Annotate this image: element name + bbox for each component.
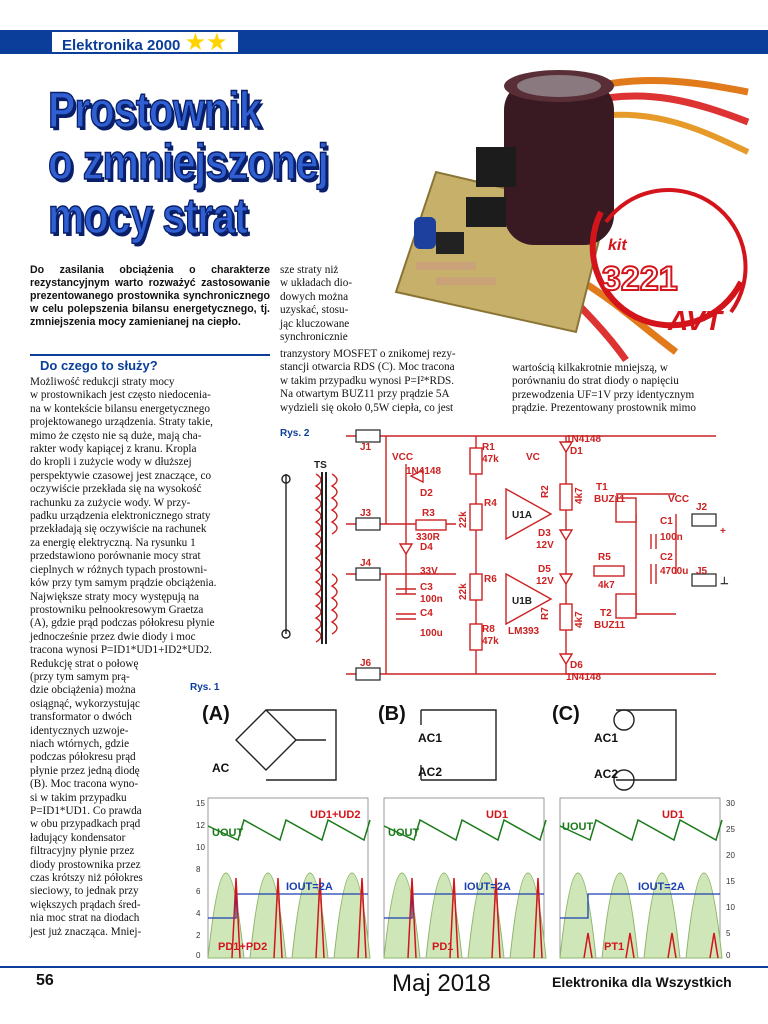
- text-line: tracona wynosi P=ID1*UD1+ID2*UD2.: [30, 644, 212, 657]
- iout-label: IOUT=2A: [286, 881, 333, 893]
- part-label: 4700u: [660, 566, 689, 577]
- text-line: dzie obciążenia) można: [30, 684, 136, 697]
- part-label: D1: [570, 446, 583, 457]
- text-line: w prostownikach jest często niedocenia-: [30, 389, 211, 402]
- axis-tick: 12: [196, 821, 205, 830]
- text-line: większych prądach śred-: [30, 898, 141, 911]
- text-line: oczywiście przekłada się na wysokość: [30, 483, 202, 496]
- text-line: (przy tym samym prą-: [30, 670, 130, 683]
- text-line: przedstawiono porównanie mocy strat: [30, 550, 201, 563]
- text-line: do kropli i zużycie wody w dłuższej: [30, 456, 192, 469]
- text-line: Możliwość redukcji straty mocy: [30, 376, 175, 388]
- part-label: U1A: [512, 510, 533, 521]
- kit-badge: [593, 190, 746, 336]
- part-label: +: [720, 526, 726, 537]
- text-line: niach wtórnych, gdzie: [30, 737, 130, 750]
- part-label: BUZ11: [594, 620, 626, 631]
- text-line: rakter wody kapiącej z kranu. Kropla: [30, 443, 197, 456]
- ud-label: UD1: [662, 809, 685, 821]
- p-label: PD1+PD2: [218, 941, 268, 953]
- text-line: czas krótszy niż półokres: [30, 872, 143, 885]
- header-label: [52, 28, 238, 56]
- part-label: J6: [360, 658, 372, 669]
- text-line: tranzystory MOSFET o znikomej rezy-: [280, 348, 456, 360]
- text-line: diody prostownika przez: [30, 858, 141, 871]
- text-line: przewodzenia UF=1V przy identycznym: [512, 388, 695, 401]
- text-line: za energię elektryczną. Na rysunku 1: [30, 536, 196, 549]
- axis-tick: 15: [196, 799, 205, 808]
- part-label: D4: [420, 542, 433, 553]
- text-line: przekładają się oczywiście na rachunek: [30, 523, 207, 536]
- text-line: rachunku za zużycie wody. W przy-: [30, 496, 191, 509]
- ac2-label: AC2: [418, 765, 443, 779]
- part-label: 100u: [420, 628, 443, 639]
- text-line: podczas półokresu prąd: [30, 751, 136, 764]
- text-line: (A), gdzie prąd podczas półokresu płynie: [30, 617, 215, 630]
- text-line: na w kontekście bilansu energetycznego: [30, 402, 210, 415]
- panel-label-b: (B): [378, 703, 406, 725]
- section-heading: Do czego to służy?: [40, 358, 158, 373]
- footer-rule: [0, 966, 768, 968]
- axis-tick: 4: [196, 909, 201, 918]
- badge-brand: AVT: [668, 305, 722, 336]
- part-label: R4: [484, 498, 497, 509]
- part-label: J3: [360, 508, 372, 519]
- lead-paragraph: Do zasilania obciążenia o charakterze rezystancyjnym warto rozważyć zastosowanie prezentowanego prostownika synchronicznego w celu polepszenia bilansu energetycznego, tj. zmniejszenia mocy zamienianej na ciepło.: [30, 264, 270, 328]
- part-label: 4k7: [598, 580, 615, 591]
- text-line: P=ID1*UD1. Co prawda: [30, 805, 142, 817]
- uout-label: UOUT: [562, 821, 594, 833]
- text-line: sze straty niż: [280, 264, 339, 276]
- part-label: D6: [570, 660, 583, 671]
- part-label: R8: [482, 624, 495, 635]
- issue-date: Maj 2018: [392, 970, 491, 997]
- text-line: stancji otwarcia RDS (C). Moc tracona: [280, 361, 455, 374]
- axis-tick: 10: [196, 843, 205, 852]
- text-line: synchronicznie: [280, 331, 348, 344]
- part-label: R5: [598, 552, 611, 563]
- part-label: R3: [422, 508, 435, 519]
- text-line: ków przy tym samym prądzie obciążenia.: [30, 577, 217, 590]
- part-label: D5: [538, 564, 551, 575]
- part-label: D3: [538, 528, 551, 539]
- ac1-label: AC1: [418, 731, 443, 745]
- axis-tick: 2: [196, 931, 201, 940]
- iout-label: IOUT=2A: [638, 881, 685, 893]
- ac-label: AC: [212, 761, 230, 775]
- ud-label: UD1: [486, 809, 509, 821]
- panel-label-c: (C): [552, 703, 580, 725]
- magazine-name: Elektronika 2000: [62, 37, 181, 54]
- part-label: C4: [420, 608, 433, 619]
- text-line: porównaniu do strat diody o napięciu: [512, 375, 679, 388]
- text-line: osiągnąć, wykorzystując: [30, 697, 140, 710]
- ac1-label: AC1: [594, 731, 619, 745]
- axis-tick: 30: [726, 799, 735, 808]
- text-line: projektowanego urządzenia. Straty takie,: [30, 416, 213, 429]
- part-label: 100n: [660, 532, 683, 543]
- part-label: R6: [484, 574, 497, 585]
- part-label: C2: [660, 552, 673, 563]
- p-label: PT1: [604, 941, 625, 953]
- col2-top: [280, 264, 370, 344]
- uout-label: UOUT: [388, 827, 420, 839]
- figure1-label: Rys. 1: [190, 682, 220, 693]
- part-label: 1N4148: [566, 434, 602, 445]
- axis-tick: 25: [726, 825, 735, 834]
- title-line-3: mocy strat: [48, 188, 248, 244]
- text-line: (B). Moc tracona wyno-: [30, 778, 139, 791]
- text-line: Największe straty mocy występują na: [30, 590, 200, 603]
- text-line: transformator o dwóch: [30, 711, 132, 724]
- text-line: dowych można: [280, 290, 349, 303]
- part-label: R7: [540, 607, 551, 620]
- schematic-labels: [314, 434, 729, 683]
- part-label: 47k: [482, 454, 499, 465]
- text-line: padku urządzenia elektronicznego straty: [30, 510, 211, 523]
- page-number: 56: [36, 972, 54, 989]
- text-line: si w takim przypadku: [30, 791, 127, 804]
- part-label: BUZ11: [594, 494, 626, 505]
- part-label: U1B: [512, 596, 533, 607]
- ud-label: UD1+UD2: [310, 809, 361, 821]
- part-label: J1: [360, 442, 372, 453]
- text-line: płynie przez jedną diodę: [30, 764, 140, 777]
- rectifier-comparison-figure: [190, 680, 740, 968]
- axis-tick: 5: [726, 929, 731, 938]
- p-label: PD1: [432, 941, 454, 953]
- part-label: D2: [420, 488, 433, 499]
- text-line: identycznych uzwoje-: [30, 724, 129, 737]
- part-label: 1N4148: [566, 672, 602, 683]
- badge-number: 3221: [602, 260, 678, 298]
- text-line: perspektywie czasowej jest znaczące, co: [30, 469, 212, 482]
- ac2-label: AC2: [594, 767, 619, 781]
- col3-body: [512, 362, 740, 416]
- part-label: 12V: [536, 540, 554, 551]
- section-rule: [30, 354, 270, 356]
- axis-tick: 6: [196, 887, 201, 896]
- part-label: J2: [696, 502, 708, 513]
- part-label: 1N4148: [406, 466, 442, 477]
- part-label: R1: [482, 442, 495, 453]
- uout-label: UOUT: [212, 827, 244, 839]
- schematic-figure: [256, 424, 746, 692]
- text-line: wartością kilkakrotnie mniejszą, w: [512, 362, 668, 374]
- part-label: C1: [660, 516, 673, 527]
- part-label: VCC: [392, 452, 414, 463]
- text-line: filtracyjny płynie przez: [30, 845, 135, 858]
- axis-tick: 15: [726, 877, 735, 886]
- text-line: ładujący kondensator: [30, 831, 126, 844]
- badge-kit: kit: [608, 237, 627, 254]
- part-label: T1: [596, 482, 608, 493]
- axis-tick: 20: [726, 851, 735, 860]
- part-label: C3: [420, 582, 433, 593]
- text-line: sieciowy, to jednak przy: [30, 885, 139, 898]
- part-label: J4: [360, 558, 372, 569]
- text-line: w układach dio-: [280, 277, 353, 290]
- text-line: w takim przypadku wynosi P=I²*RDS.: [280, 374, 455, 387]
- part-label: R2: [540, 485, 551, 498]
- part-label: 47k: [482, 636, 499, 647]
- axis-tick: 8: [196, 865, 201, 874]
- col2-body: [280, 348, 502, 415]
- panel-label-a: (A): [202, 703, 230, 725]
- product-photo: [376, 62, 748, 360]
- text-line: Na otwartym BUZ11 przy prądzie 5A: [280, 388, 450, 401]
- part-label: VC: [526, 452, 540, 463]
- text-line: prostowniku pełnookresowym Graetza: [30, 603, 204, 616]
- text-line: wydzieli się około 0,5W ciepła, co jest: [280, 401, 454, 414]
- text-line: jest już znacząca. Mniej-: [30, 925, 142, 938]
- magazine-title: Elektronika dla Wszystkich: [552, 974, 732, 990]
- part-label: LM393: [508, 626, 540, 637]
- part-label: TS: [314, 460, 327, 471]
- axis-tick: 10: [726, 903, 735, 912]
- iout-label: IOUT=2A: [464, 881, 511, 893]
- part-label: 33V: [420, 566, 438, 577]
- part-label: 330R: [416, 532, 440, 543]
- text-line: prądzie. Prezentowany prostownik mimo: [512, 402, 696, 415]
- text-line: uzyskać, stosu-: [280, 304, 349, 317]
- axis-tick: 0: [196, 951, 201, 960]
- text-line: cieplnych w różnych typach prostowni-: [30, 563, 208, 576]
- part-label: VCC: [668, 494, 690, 505]
- part-label: 4k7: [574, 487, 585, 504]
- title-line-1: Prostownik: [48, 82, 261, 138]
- part-label: 22k: [458, 511, 469, 528]
- part-label: 22k: [458, 583, 469, 600]
- figure2-label: Rys. 2: [280, 428, 310, 439]
- part-label: J5: [696, 566, 708, 577]
- text-line: jednocześnie przez dwie diody i moc: [30, 630, 196, 643]
- axis-tick: 0: [726, 951, 731, 960]
- text-line: jąc kluczowane: [280, 317, 350, 330]
- text-line: Redukcję strat o połowę: [30, 657, 139, 670]
- part-label: ⊥: [720, 576, 729, 587]
- text-line: nia moc strat na diodach: [30, 912, 140, 925]
- part-label: 4k7: [574, 611, 585, 628]
- part-label: 12V: [536, 576, 554, 587]
- text-line: w obu przypadkach prąd: [30, 818, 141, 831]
- part-label: T2: [600, 608, 612, 619]
- star-icon: ★★: [184, 28, 228, 56]
- part-label: 100n: [420, 594, 443, 605]
- title-line-2: o zmniejszonej: [48, 134, 329, 190]
- text-line: mimo że często nie są duże, mają cha-: [30, 429, 202, 442]
